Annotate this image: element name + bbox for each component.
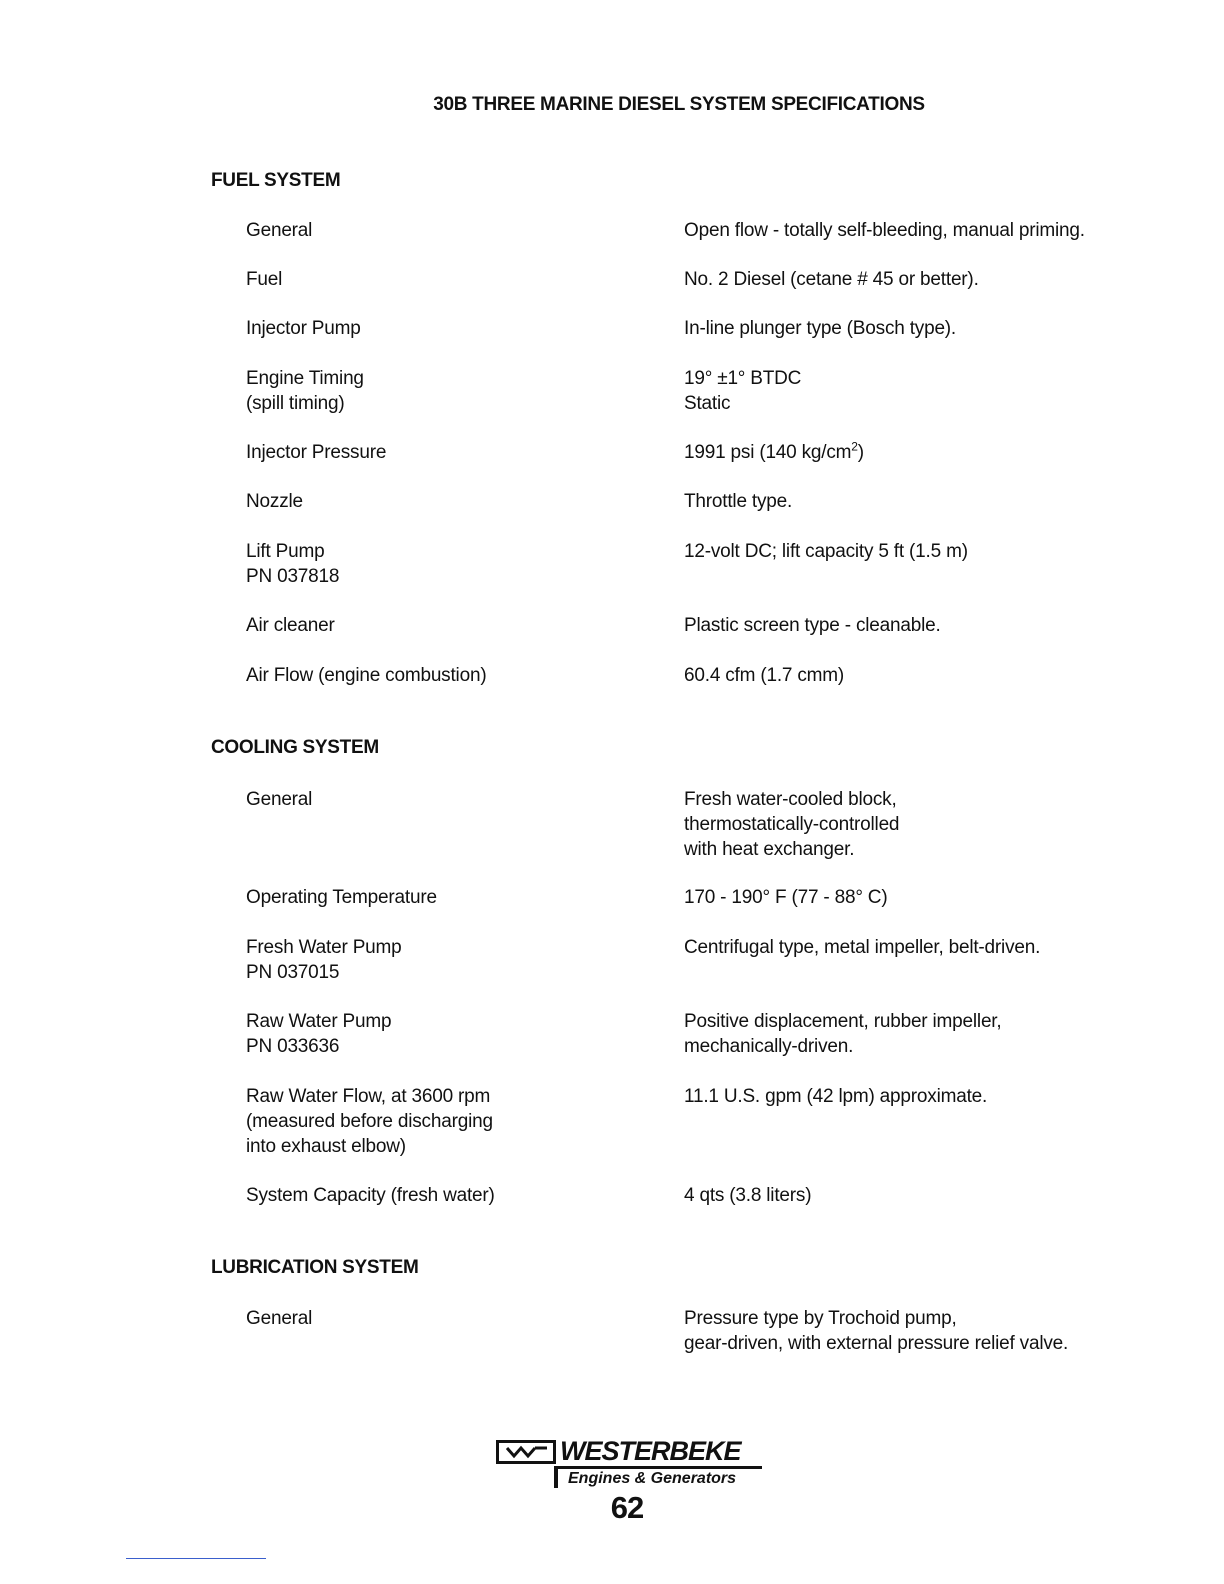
spec-label: Fuel — [246, 269, 283, 290]
section-heading-fuel: FUEL SYSTEM — [211, 170, 341, 191]
spec-label: Engine Timing (spill timing) — [246, 368, 364, 414]
spec-value: 11.1 U.S. gpm (42 lpm) approximate. — [684, 1086, 988, 1107]
section-heading-lubrication: LUBRICATION SYSTEM — [211, 1257, 419, 1278]
spec-label: Operating Temperature — [246, 887, 437, 908]
spec-value: 19° ±1° BTDC Static — [684, 368, 802, 414]
spec-label: General — [246, 1308, 313, 1329]
brand-tagline: Engines & Generators — [568, 1470, 737, 1487]
spec-value: No. 2 Diesel (cetane # 45 or better). — [684, 269, 979, 290]
bottom-rule — [126, 1558, 266, 1559]
spec-label: Raw Water Flow, at 3600 rpm (measured before discharging into exhaust elbow) — [246, 1086, 493, 1157]
brand-name: WESTERBEKE — [560, 1436, 741, 1466]
spec-value: Open flow - totally self-bleeding, manual priming. — [684, 220, 1085, 241]
spec-label: Raw Water Pump PN 033636 — [246, 1011, 392, 1057]
page-number: 62 — [610, 1490, 644, 1525]
spec-value: Fresh water-cooled block, thermostatically-controlled with heat exchanger. — [684, 789, 900, 860]
spec-value: Pressure type by Trochoid pump, gear-driven, with external pressure relief valve. — [684, 1308, 1069, 1354]
spec-value: 4 qts (3.8 liters) — [684, 1185, 812, 1206]
spec-value: 1991 psi (140 $kg/cm^2$) — [684, 439, 864, 463]
section-heading-cooling: COOLING SYSTEM — [211, 737, 379, 758]
spec-value: Throttle type. — [684, 491, 793, 512]
spec-label: Fresh Water Pump PN 037015 — [246, 937, 402, 983]
page-title: 30B THREE MARINE DIESEL SYSTEM SPECIFICATIONS — [433, 94, 925, 115]
spec-label: Nozzle — [246, 491, 303, 512]
brand-stem — [554, 1466, 558, 1488]
spec-label: Injector Pressure — [246, 442, 387, 463]
spec-value: Plastic screen type - cleanable. — [684, 615, 941, 636]
brand-underline — [554, 1466, 762, 1469]
spec-label: Air Flow (engine combustion) — [246, 665, 487, 686]
spec-value: 170 - 190° F (77 - 88° C) — [684, 887, 888, 908]
spec-value: Centrifugal type, metal impeller, belt-driven. — [684, 937, 1041, 958]
spec-label: Lift Pump PN 037818 — [246, 541, 340, 587]
spec-label: General — [246, 789, 313, 810]
brand-mark-icon — [496, 1440, 556, 1464]
spec-value: 12-volt DC; lift capacity 5 ft (1.5 m) — [684, 541, 968, 562]
spec-label: Injector Pump — [246, 318, 361, 339]
spec-value: In-line plunger type (Bosch type). — [684, 318, 957, 339]
spec-label: General — [246, 220, 313, 241]
spec-value: 60.4 cfm (1.7 cmm) — [684, 665, 845, 686]
brand-logo — [496, 1437, 766, 1489]
spec-label: System Capacity (fresh water) — [246, 1185, 495, 1206]
spec-label: Air cleaner — [246, 615, 335, 636]
spec-value: Positive displacement, rubber impeller, mechanically-driven. — [684, 1011, 1002, 1057]
